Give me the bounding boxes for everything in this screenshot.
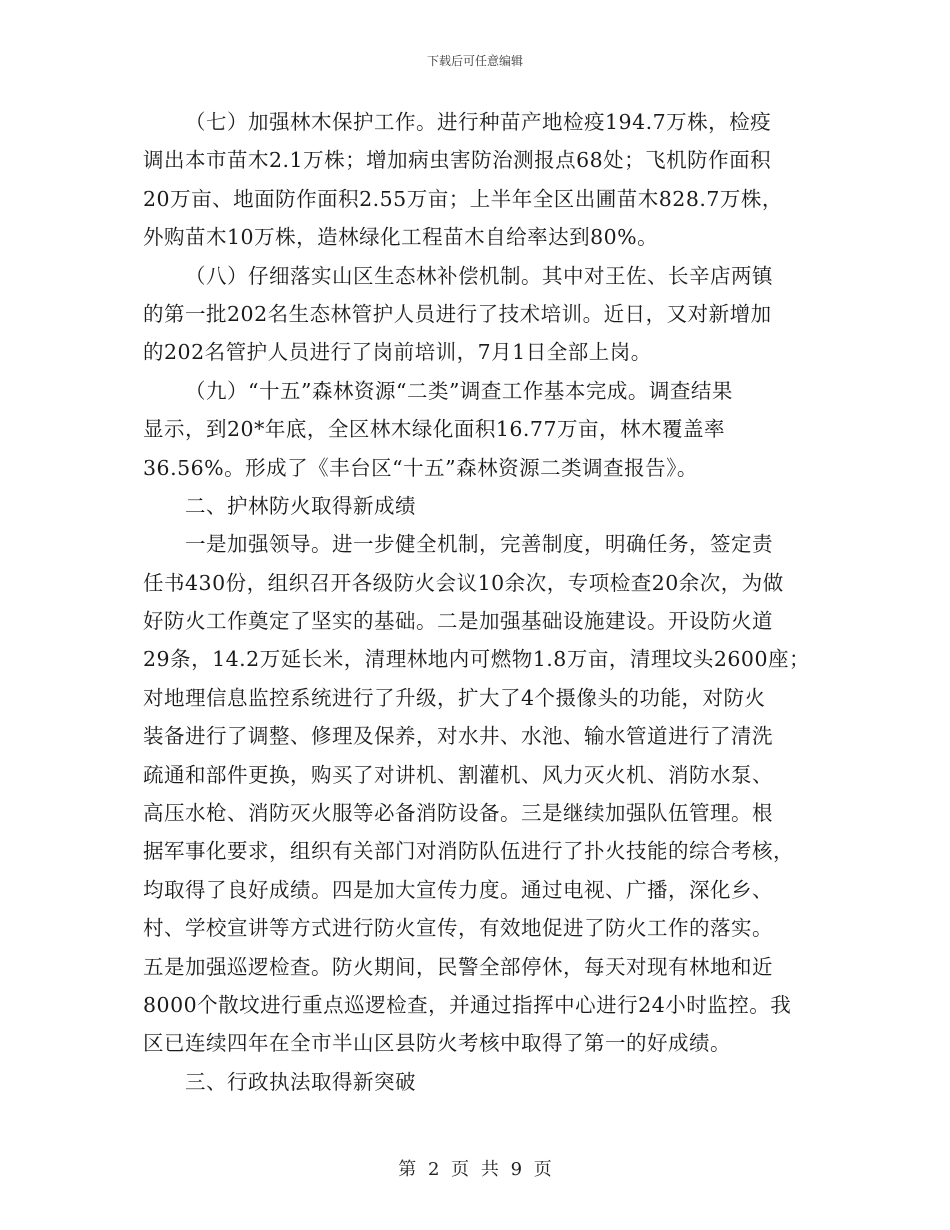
text-line: 据军事化要求，组织有关部门对消防队伍进行了扑火技能的综合考核， xyxy=(143,839,794,864)
text-line: 装备进行了调整、修理及保养，对水井、水池、输水管道进行了清洗 xyxy=(143,724,773,749)
section-heading: 二、护林防火取得新成绩 xyxy=(185,493,416,518)
text-line: 一是加强领导。进一步健全机制，完善制度，明确任务，签定责 xyxy=(185,532,773,557)
text-line: 20万亩、地面防作面积2.55万亩；上半年全区出圃苗木828.7万株， xyxy=(143,186,783,211)
page-header: 下载后可任意编辑 xyxy=(426,54,523,68)
text-line: 外购苗木10万株，造林绿化工程苗木自给率达到80%。 xyxy=(143,225,659,250)
page-number: 第 2 页 共 9 页 xyxy=(398,1159,552,1180)
document-body xyxy=(143,103,823,1101)
text-line: 高压水枪、消防灭火服等必备消防设备。三是继续加强队伍管理。根 xyxy=(143,801,773,826)
text-line: 29条，14.2万延长米，清理林地内可燃物1.8万亩，清理坟头2600座； xyxy=(143,647,811,672)
text-line: 任书430份，组织召开各级防火会议10余次，专项检查20余次，为做 xyxy=(143,570,784,595)
text-line: 五是加强巡逻检查。防火期间，民警全部停休，每天对现有林地和近 xyxy=(143,954,773,979)
text-line: （九）“十五”森林资源“二类”调查工作基本完成。调查结果 xyxy=(185,378,733,403)
text-line: 区已连续四年在全市半山区县防火考核中取得了第一的好成绩。 xyxy=(143,1031,731,1056)
text-line: 均取得了良好成绩。四是加大宣传力度。通过电视、广播，深化乡、 xyxy=(143,877,773,902)
text-line: 调出本市苗木2.1万株；增加病虫害防治测报点68处；飞机防作面积 xyxy=(143,148,772,173)
text-line: 好防火工作奠定了坚实的基础。二是加强基础设施建设。开设防火道 xyxy=(143,609,773,634)
text-line: 36.56%。形成了《丰台区“十五”森林资源二类调查报告》。 xyxy=(143,455,698,480)
text-line: 疏通和部件更换，购买了对讲机、割灌机、风力灭火机、消防水泵、 xyxy=(143,762,773,787)
text-line: 的第一批202名生态林管护人员进行了技术培训。近日，又对新增加 xyxy=(143,301,772,326)
text-line: 显示，到20*年底，全区林木绿化面积16.77万亩，林木覆盖率 xyxy=(143,417,726,442)
text-line: 的202名管护人员进行了岗前培训，7月1日全部上岗。 xyxy=(143,340,652,365)
text-line: 8000个散坟进行重点巡逻检查，并通过指挥中心进行24小时监控。我 xyxy=(143,992,792,1017)
text-line: （七）加强林木保护工作。进行种苗产地检疫194.7万株，检疫 xyxy=(185,110,772,134)
text-line: （八）仔细落实山区生态林补偿机制。其中对王佐、长辛店两镇 xyxy=(185,263,773,288)
text-line: 对地理信息监控系统进行了升级，扩大了4个摄像头的功能，对防火 xyxy=(143,685,766,710)
text-line: 村、学校宣讲等方式进行防火宣传，有效地促进了防火工作的落实。 xyxy=(143,916,773,941)
section-heading: 三、行政执法取得新突破 xyxy=(185,1069,416,1094)
